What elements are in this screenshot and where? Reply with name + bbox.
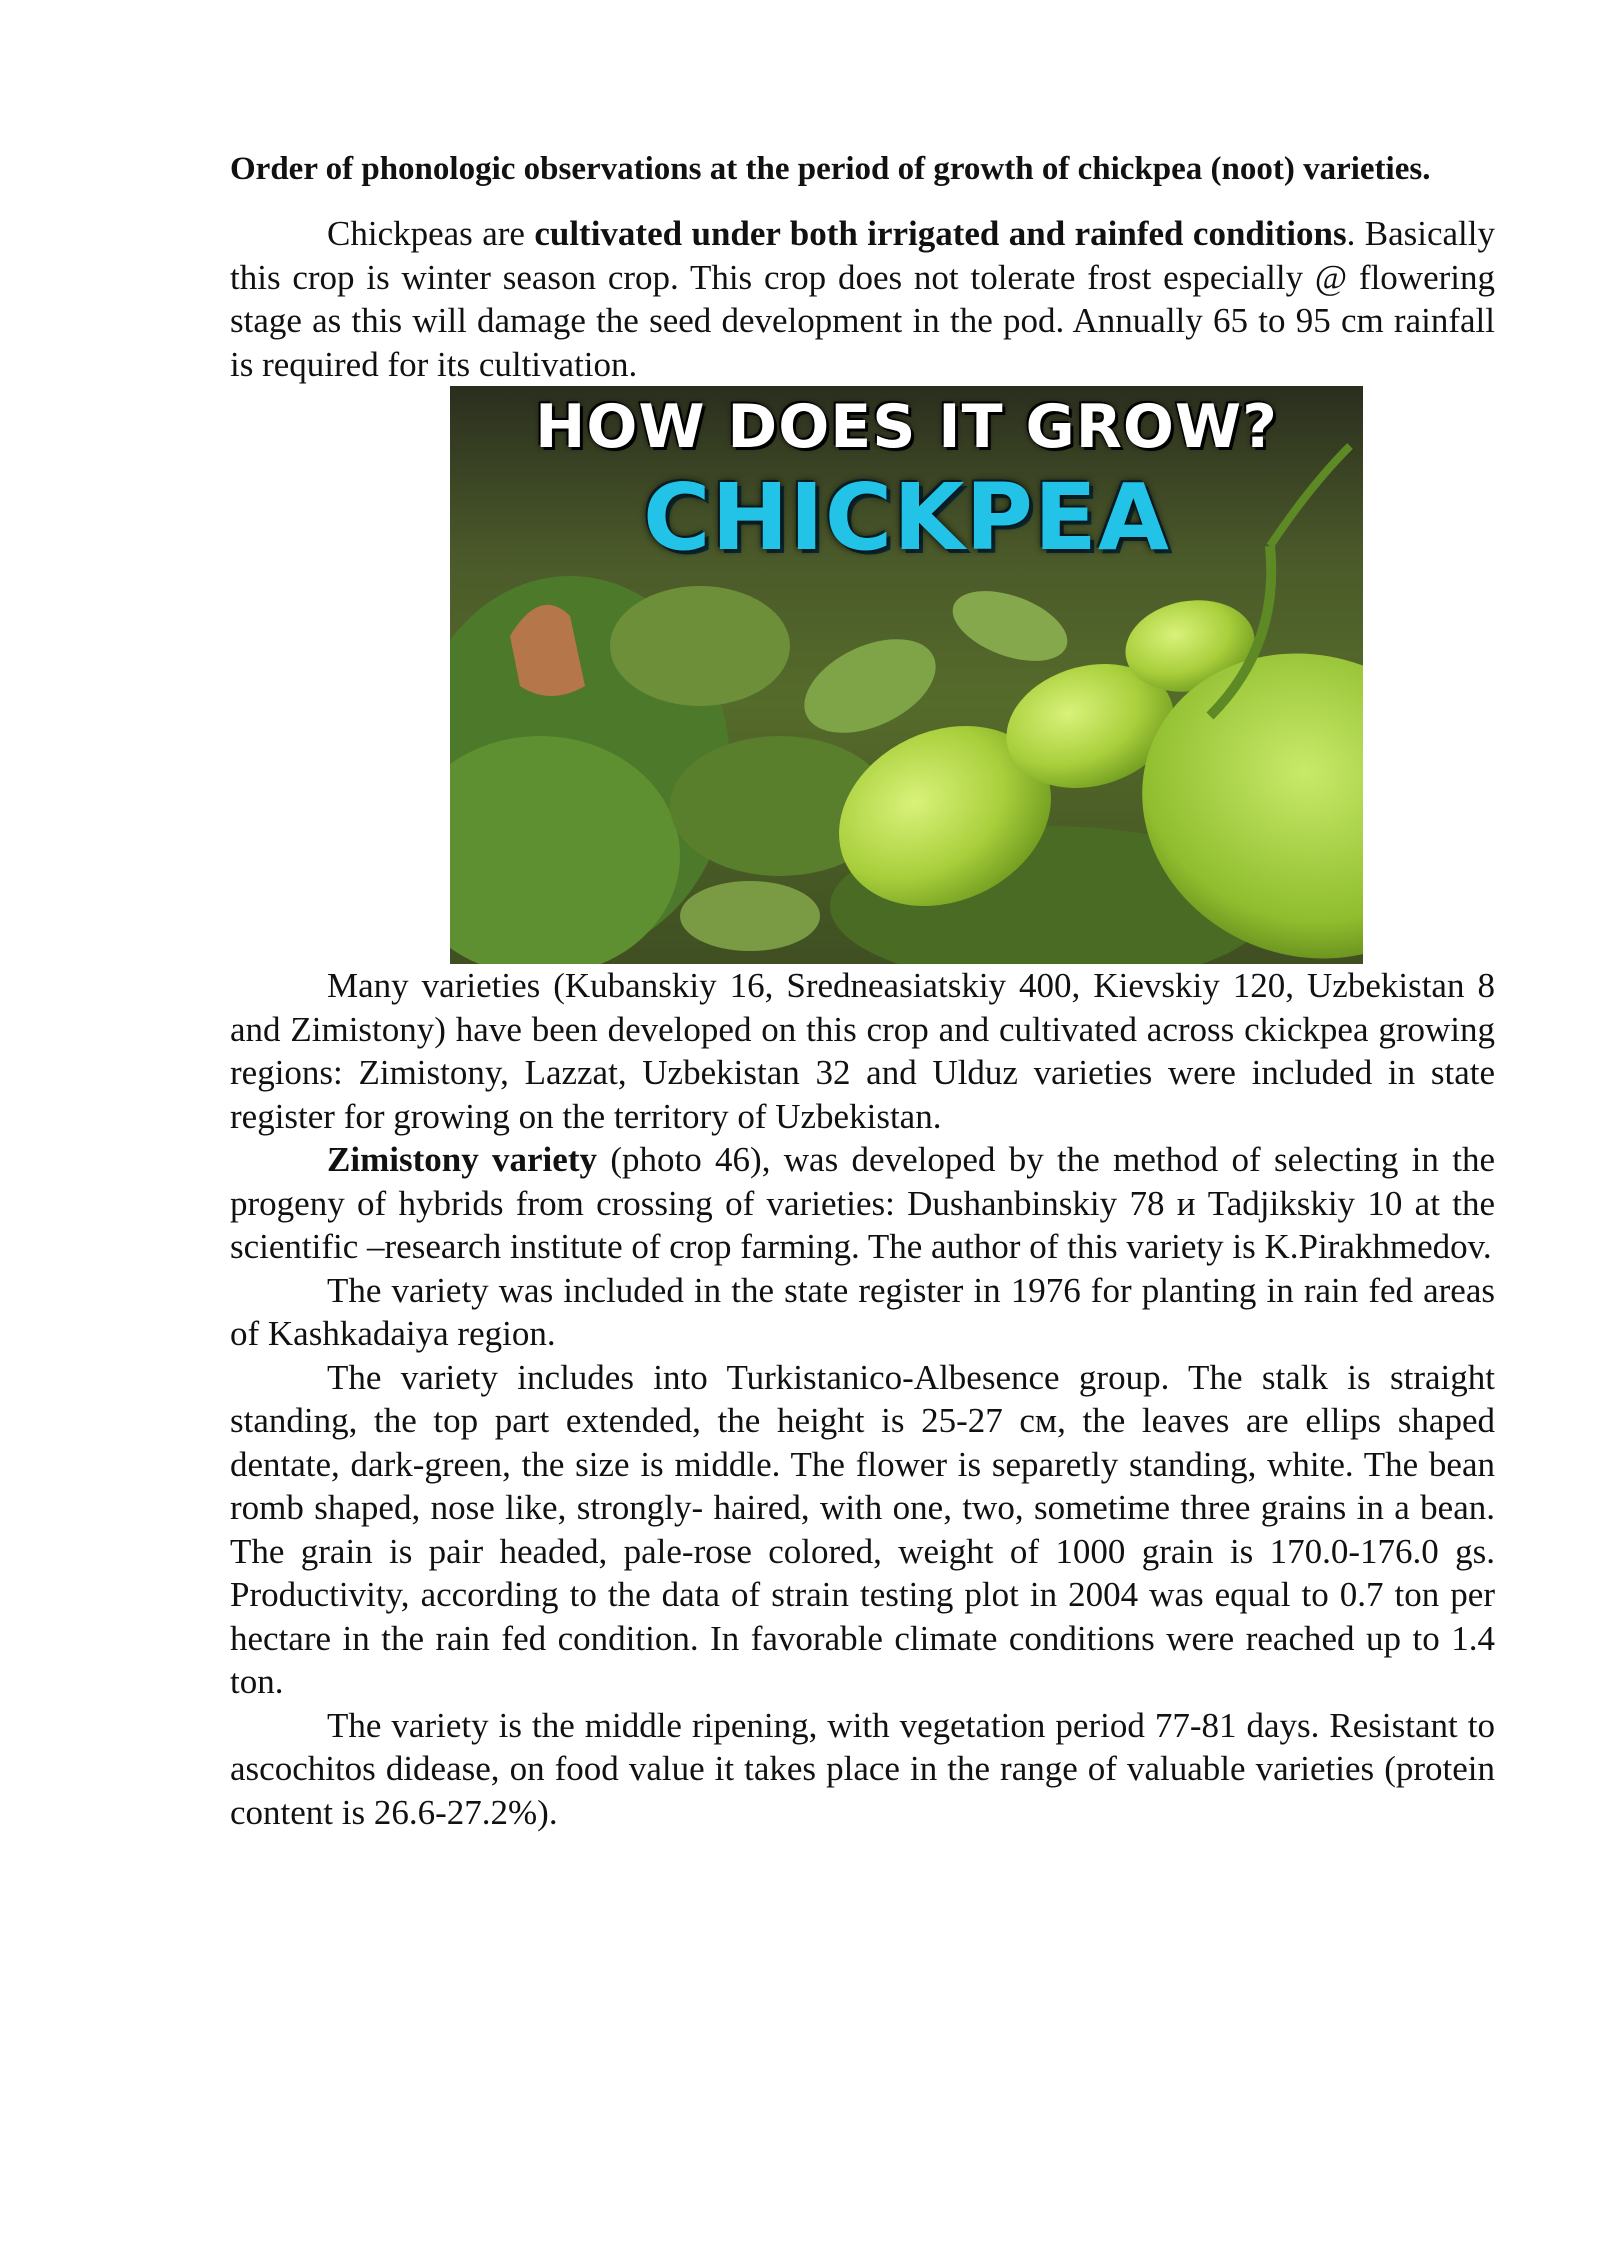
intro-rest: . Basically this crop is winter season crop. This crop does not tolerate frost especially @ flowering stage as this will damage the seed development in the pod. Annually 65 to 95 cm rainfall is required for its cultivation. xyxy=(230,214,1495,384)
zimistony-bold: Zimistony variety xyxy=(327,1140,597,1179)
zimistony-paragraph xyxy=(230,1138,1495,1269)
register-paragraph: The variety was included in the state register in 1976 for planting in rain fed areas of Kashkadaiya region. xyxy=(230,1270,1495,1353)
intro-paragraph xyxy=(230,212,1495,386)
document-page xyxy=(230,148,1495,1834)
ripening-paragraph: The variety is the middle ripening, with vegetation period 77-81 days. Resistant to ascochitos didease, on food value it takes place in the range of valuable varieties (protein content is 26.6-27.2%). xyxy=(230,1705,1495,1832)
zimistony-rest: (photo 46), was developed by the method of selecting in the progeny of hybrids from crossing of varieties: Dushanbinskiy 78 и Tadjikskiy 10 at the scientific –research institute of crop farming. The author of this variety is K.Pirakhmedov. xyxy=(230,1140,1496,1266)
varieties-paragraph: Many varieties (Kubanskiy 16, Sredneasiatskiy 400, Kievskiy 120, Uzbekistan 8 and Zimistony) have been developed on this crop and cultivated across ckickpea growing regions: Zimistony, Lazzat, Uzbekistan 32 and Ulduz varieties were included in state register for growing on the territory of Uzbekistan. xyxy=(230,966,1495,1136)
section-heading: Order of phonologic observations at the period of growth of chickpea (noot) varieties. xyxy=(230,151,1431,187)
photo-caption-line1: HOW DOES IT GROW? xyxy=(535,392,1278,462)
chickpea-photo xyxy=(450,386,1363,964)
photo-caption-line2: CHICKPEA xyxy=(642,464,1171,571)
intro-bold: cultivated under both irrigated and rainfed conditions xyxy=(534,214,1347,253)
intro-lead: Chickpeas are xyxy=(327,214,535,253)
description-paragraph: The variety includes into Turkistanico-Albesence group. The stalk is straight standing, the top part extended, the height is 25-27 см, the leaves are ellips shaped dentate, dark-green, the size is middle. The flower is separetly standing, white. The bean romb shaped, nose like, strongly- haired, with one, two, sometime three grains in a bean. The grain is pair headed, pale-rose colored, weight of 1000 grain is 170.0-176.0 gs. Productivity, according to the data of strain testing plot in 2004 was equal to 0.7 ton per hectare in the rain fed condition. In favorable climate conditions were reached up to 1.4 ton. xyxy=(230,1357,1495,1701)
